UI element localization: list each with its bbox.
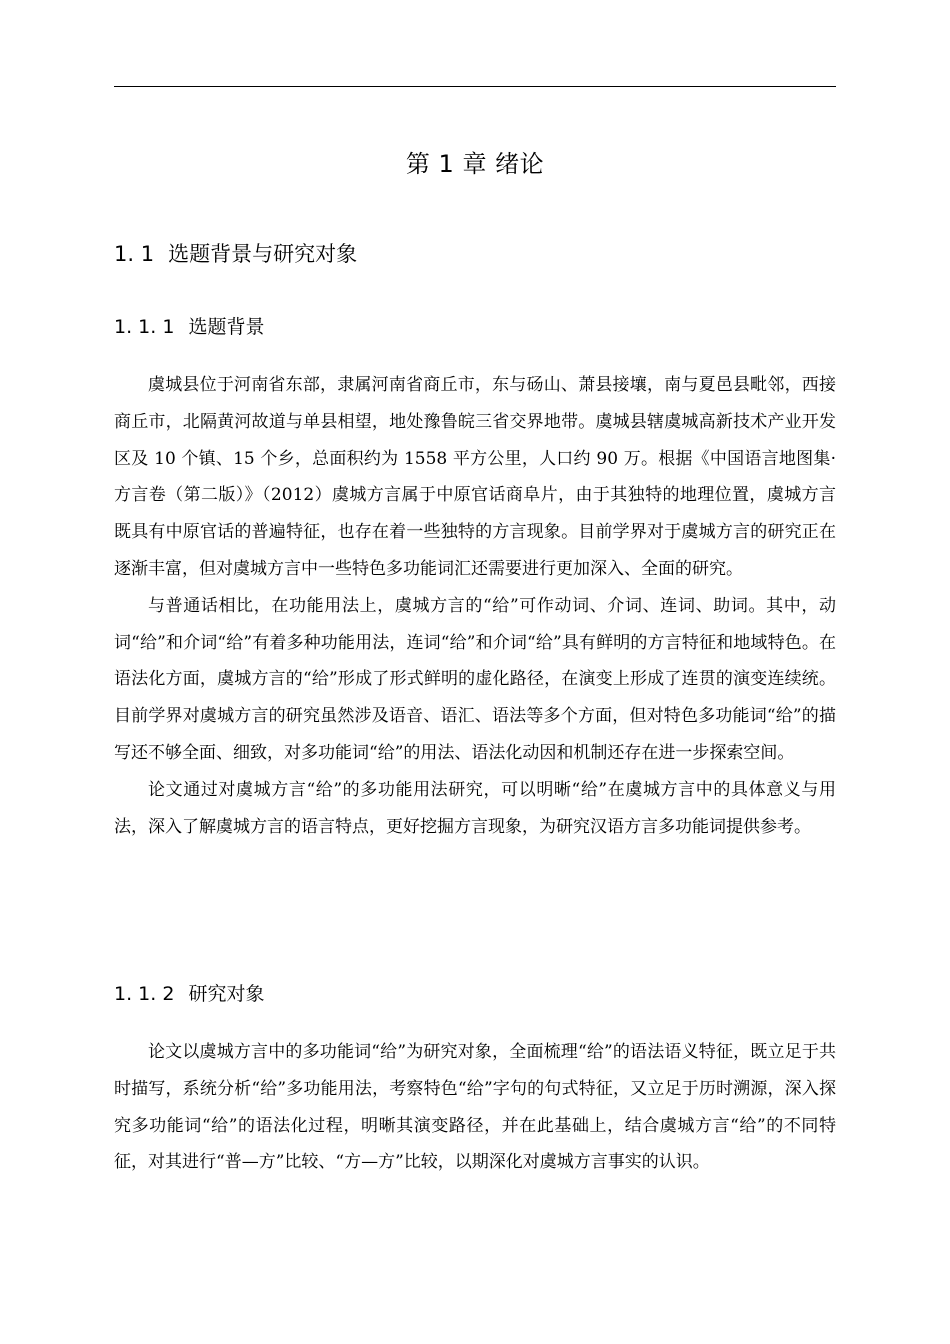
object-body (114, 1034, 836, 1181)
section-number: 1. 1 (114, 242, 155, 266)
paragraph: 论文以虞城方言中的多功能词“给”为研究对象，全面梳理“给”的语法语义特征，既立足于共时描写，系统分析“给”多功能用法，考察特色“给”字句的句式特征，又立足于历时溯源，深入探究多功能词“给”的语法化过程，明晰其演变路径，并在此基础上，结合虞城方言“给”的不同特征，对其进行“普—方”比较、“方—方”比较，以期深化对虞城方言事实的认识。 (114, 1042, 836, 1173)
section-title: 选题背景 (188, 316, 265, 338)
section-title: 研究对象 (188, 983, 265, 1005)
section-heading-1-1 (114, 238, 357, 270)
chapter-title: 第 1 章 绪论 (405, 150, 545, 178)
section-heading-1-1-2 (114, 979, 264, 1009)
paragraph: 虞城县位于河南省东部，隶属河南省商丘市，东与砀山、萧县接壤，南与夏邑县毗邻，西接商丘市，北隔黄河故道与单县相望，地处豫鲁皖三省交界地带。虞城县辖虞城高新技术产业开发区及 10 个镇、15 个乡，总面积约为 1558 平方公里，人口约 90 万。根据《中国语言地图集·方言卷（第二版）》（2012）虞城方言属于中原官话商阜片，由于其独特的地理位置，虞城方言既具有中原官话的普遍特征，也存在着一些独特的方言现象。目前学界对于虞城方言的研究正在逐渐丰富，但对虞城方言中一些特色多功能词汇还需要进行更加深入、全面的研究。 (114, 375, 836, 579)
section-number: 1. 1. 1 (114, 316, 175, 338)
paragraph: 与普通话相比，在功能用法上，虞城方言的“给”可作动词、介词、连词、助词。其中，动词“给”和介词“给”有着多种功能用法，连词“给”和介词“给”具有鲜明的方言特征和地域特色。在语法化方面，虞城方言的“给”形成了形式鲜明的虚化路径，在演变上形成了连贯的演变连续统。目前学界对虞城方言的研究虽然涉及语音、语汇、语法等多个方面，但对特色多功能词“给”的描写还不够全面、细致，对多功能词“给”的用法、语法化动因和机制还存在进一步探索空间。 (114, 595, 836, 763)
section-number: 1. 1. 2 (114, 983, 175, 1005)
paragraph: 论文通过对虞城方言“给”的多功能用法研究，可以明晰“给”在虞城方言中的具体意义与用法，深入了解虞城方言的语言特点，更好挖掘方言现象，为研究汉语方言多功能词提供参考。 (114, 779, 836, 837)
section-heading-1-1-1 (114, 312, 264, 342)
header-rule (114, 86, 836, 87)
background-body (114, 367, 836, 845)
section-title: 选题背景与研究对象 (168, 242, 358, 266)
